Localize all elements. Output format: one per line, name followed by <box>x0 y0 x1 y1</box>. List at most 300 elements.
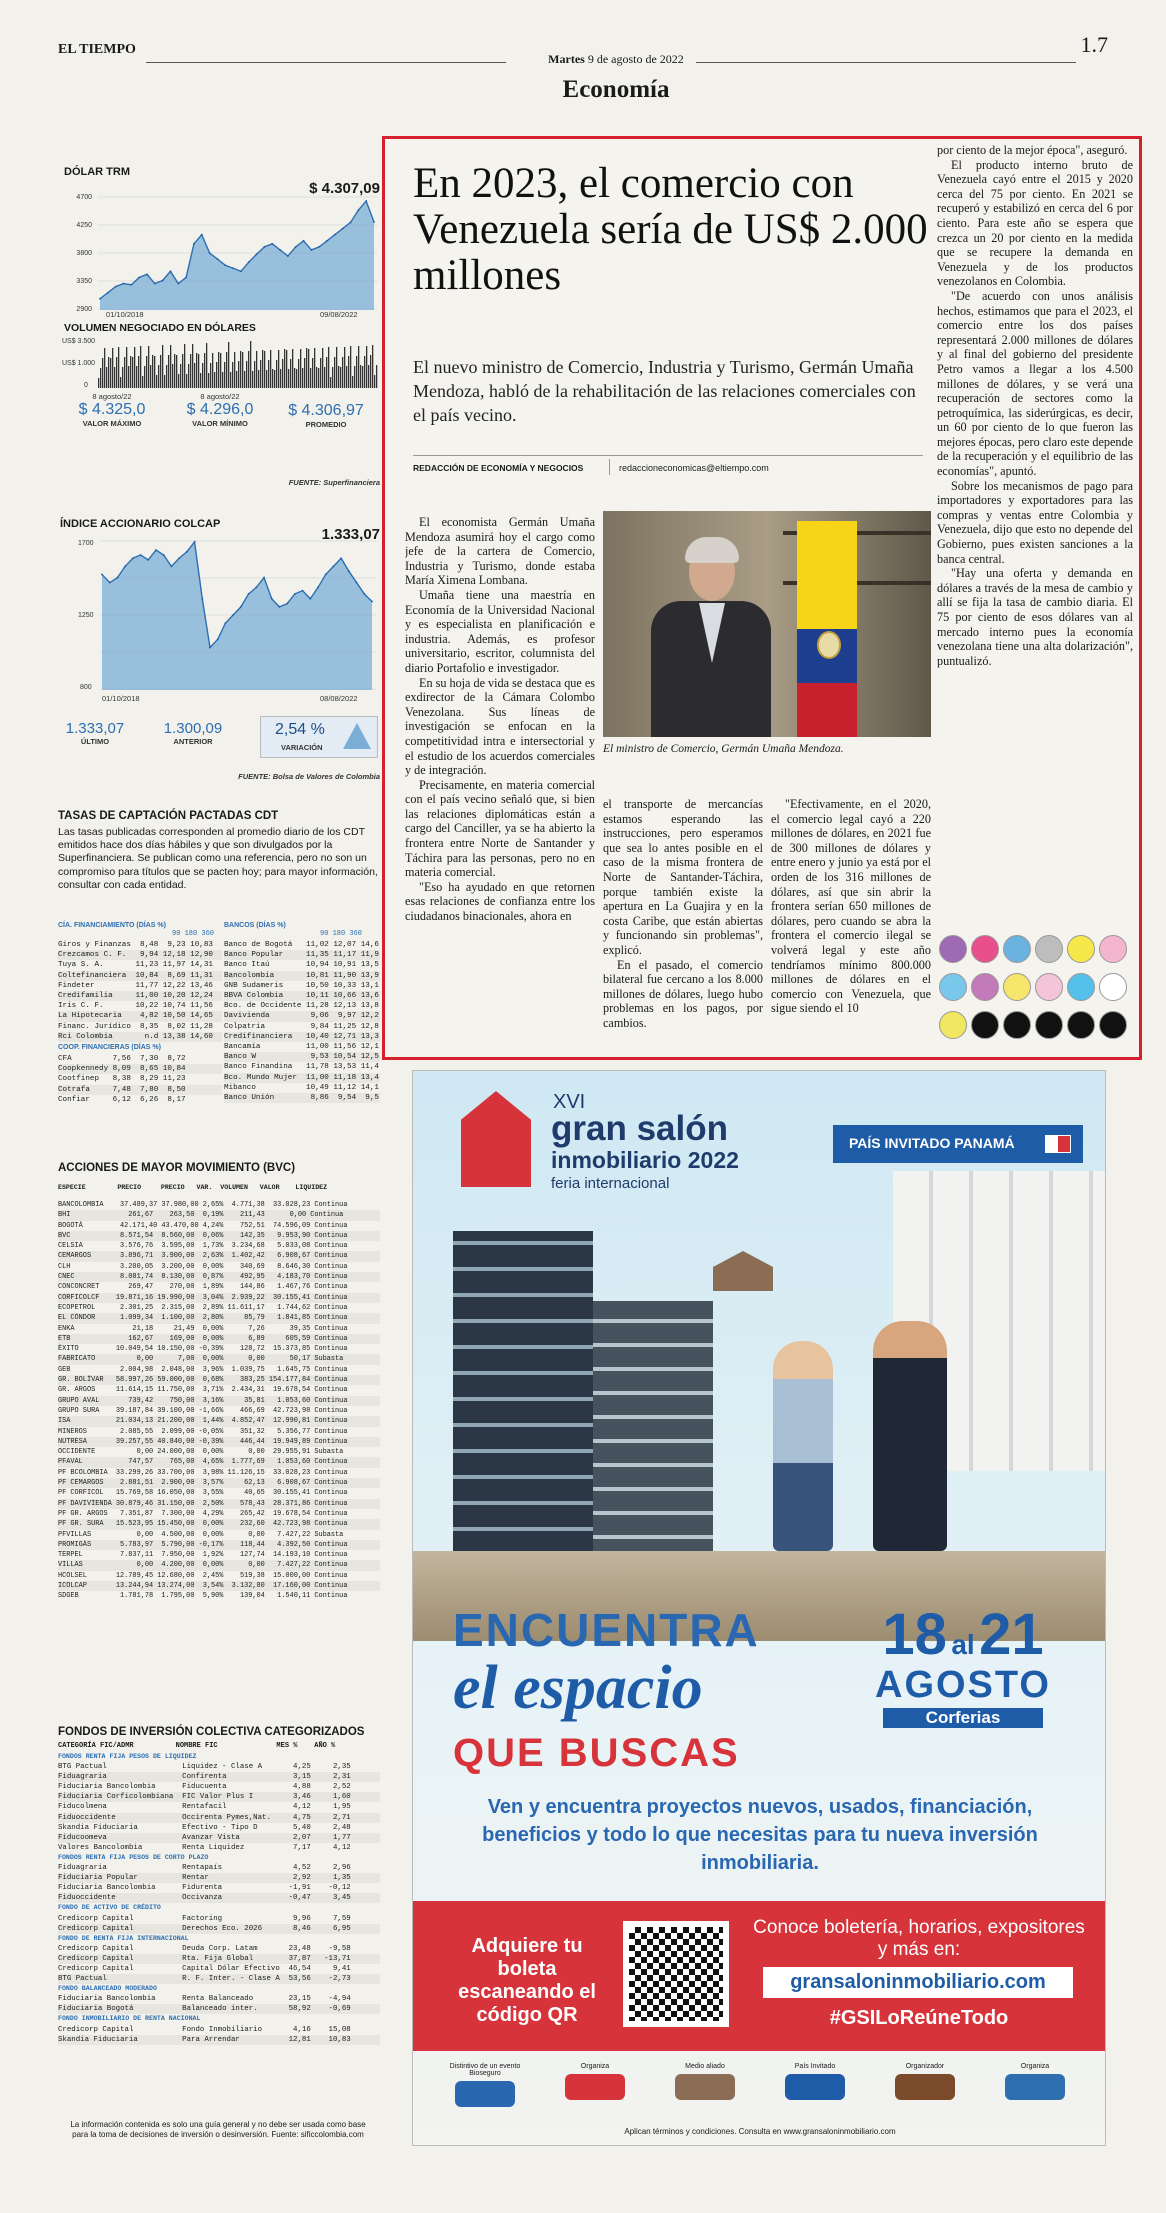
volume-bar <box>122 367 123 388</box>
volume-bar <box>144 366 145 388</box>
volume-bar <box>128 366 129 388</box>
article-email: redaccioneconomicas@eltiempo.com <box>619 463 769 473</box>
vol-tick-0: US$ 3.500 <box>62 338 96 345</box>
cdt-row: Davivienda 9,06 9,97 12,2 <box>224 1012 379 1021</box>
dollar-yaxis <box>72 194 92 314</box>
dollar-point <box>146 273 148 275</box>
sponsor-logo <box>433 2063 537 2107</box>
sponsor-logo <box>983 2063 1087 2100</box>
colcap-point <box>286 603 288 605</box>
volume-bar <box>164 375 165 388</box>
dollar-point <box>350 222 352 224</box>
colcap-point <box>201 598 203 600</box>
volume-bar <box>192 344 193 388</box>
volume-bar <box>102 358 103 388</box>
registration-dot <box>1067 1011 1095 1039</box>
colcap-point <box>140 554 142 556</box>
table-row: ÉXITO 10.049,54 10.150,00 -0,39% 128,72 15.373,85 Continua <box>58 1345 348 1354</box>
colcap-point <box>117 577 119 579</box>
stat-max-label: VALOR MÁXIMO <box>82 419 142 428</box>
colcap-point <box>109 582 111 584</box>
table-row: Fiducolmena Rentafacil 4,12 1,95 <box>58 1803 351 1812</box>
stat-min-label: VALOR MÍNIMO <box>192 419 248 428</box>
colcap-point <box>124 565 126 567</box>
table-row: Fiduciaria Bancolombia Renta Balanceado 23,15 -4,94 <box>58 1995 351 2004</box>
table-row: ENKA 21,18 21,49 0,00% 7,26 39,35 Continua <box>58 1324 348 1333</box>
dollar-ytick-1: 4250 <box>76 222 92 229</box>
colcap-point <box>147 559 149 561</box>
ad-banner <box>412 1070 1106 2146</box>
volume-bar <box>100 368 101 388</box>
table-row: FABRICATO 0,00 7,00 0,00% 0,00 50,17 Subasta <box>58 1354 380 1364</box>
colcap-last-box <box>60 720 130 746</box>
colcap-ytick-1: 1250 <box>78 612 94 619</box>
colcap-point <box>302 590 304 592</box>
dollar-point <box>365 200 367 202</box>
volume-bar <box>240 351 241 388</box>
volume-bar <box>186 374 187 388</box>
photo-caption: El ministro de Comercio, Germán Umaña Mendoza. <box>603 743 844 755</box>
article-p3: En su hoja de vida se destaca que es exdirector de la Cámara Colombo Venezolana. Sus líneas de investigación se enfocan en la competitividad intra e intersectorial y el estudio de los acuerdos comerciales y de integración. <box>405 675 595 778</box>
volume-bar <box>364 356 365 388</box>
byline-rule <box>413 455 923 456</box>
table-row: CELSIA 3.576,76 3.595,00 1,73% 3.234,68 5.033,08 Continua <box>58 1242 348 1251</box>
right-col-p4: "Hay una oferta y demanda en dólares a través de la mesa de cambio y allí se fija la tasa de cambio diaria. El 75 por ciento de esos dólares van al mercado interno pues la economía venezolana tiene una alta dolarización", puntualizó. <box>937 566 1133 668</box>
table-row: Credicorp Capital Rta. Fija Global 37,87 -13,71 <box>58 1954 380 1964</box>
table-row: ECOPETROL 2.301,25 2.315,00 2,89% 11.611,17 1.744,62 Continua <box>58 1303 348 1312</box>
registration-dot <box>939 935 967 963</box>
colcap-stat-var-value: 2,54 % <box>275 721 325 738</box>
table-row: GR. ARGOS 11.614,15 11.750,00 3,71% 2.434,31 19.678,54 Continua <box>58 1386 348 1395</box>
colcap-stat-prev-label: ANTERIOR <box>173 737 213 746</box>
cdt-row: Iris C. F. 10,22 10,74 11,56 <box>58 1002 213 1011</box>
article-col-3 <box>771 797 931 1047</box>
volume-bar <box>320 358 321 388</box>
table-row: Fiduciaria Bancolombia Fidurenta -1,91 -0,12 <box>58 1884 351 1893</box>
dollar-point <box>357 209 359 211</box>
table-row: BTG Pactual Liquidez - Clase A 4,25 2,35 <box>58 1763 351 1772</box>
colcap-point <box>248 593 250 595</box>
volume-bar <box>146 356 147 388</box>
volume-bar <box>326 357 327 388</box>
colcap-last: 1.333,07 <box>321 526 380 543</box>
volume-bar <box>106 367 107 388</box>
ad-slogan-1: ENCUENTRA <box>453 1604 760 1656</box>
volume-bar <box>360 365 361 388</box>
dollar-point <box>240 270 242 272</box>
colcap-point <box>194 541 196 543</box>
table-row: PF CORFICOL 15.769,58 16.050,00 3,55% 40,65 30.155,41 Continua <box>58 1489 348 1498</box>
volume-bar <box>306 348 307 388</box>
article-p8: "Efectivamente, en el 2020, el comercio legal cayó a 220 millones de dólares, en 2021 fue de 300 millones de dólares y entre enero y junio ya está por el orden de los 316 millones de dólares, así que sin abrir la frontera serían 650 millones de dólares, pero cuando se abra la frontera el comercio ilegal se volverá legal y este año tendríamos mínimo 800.000 millones de dólares en el comercio con Venezuela, que sigue siendo el 10 <box>771 797 931 1016</box>
table-row: VILLAS 0,00 4.200,00 0,00% 0,00 7.427,22 Continua <box>58 1560 380 1570</box>
cdt-row: La Hipotecaria 4,82 10,50 14,65 <box>58 1011 222 1021</box>
volume-bar <box>314 348 315 388</box>
volume-chart <box>98 338 378 388</box>
dollar-source: FUENTE: Superfinanciera <box>288 478 380 487</box>
colcap-point <box>255 587 257 589</box>
volume-bar <box>372 345 373 388</box>
volume-bar <box>196 353 197 388</box>
volume-bar <box>258 370 259 388</box>
volume-bar <box>168 355 169 388</box>
volume-bar <box>322 348 323 388</box>
colcap-stats <box>58 720 380 760</box>
volume-bar <box>362 366 363 388</box>
stat-min-date: 8 agosto/22 <box>200 392 240 401</box>
volume-bar <box>166 365 167 388</box>
volume-bar <box>232 362 233 388</box>
dollar-point <box>177 283 179 285</box>
ad-url[interactable]: gransaloninmobiliario.com <box>763 1967 1073 1998</box>
volume-bar <box>376 365 377 388</box>
registration-dot <box>971 973 999 1001</box>
sponsor-logo <box>873 2063 977 2100</box>
dollar-last: $ 4.307,09 <box>309 180 380 197</box>
volume-bar <box>304 358 305 388</box>
colcap-point <box>371 601 373 603</box>
cdt-row: BBVA Colombia 10,11 10,66 13,6 <box>224 992 379 1001</box>
ad-qr-text: Adquiere tu boleta escaneando el código QR <box>458 1935 596 2026</box>
qr-code-icon[interactable] <box>623 1921 729 2027</box>
registration-dot <box>1035 973 1063 1001</box>
cdt-h3: COOP. FINANCIERAS (DÍAS %) <box>58 1044 161 1051</box>
cdt-row: Coopkennedy 8,09 8,65 10,84 <box>58 1064 222 1074</box>
volume-bar <box>136 366 137 388</box>
table-row: ETB 162,67 169,00 0,00% 6,89 605,59 Continua <box>58 1334 380 1344</box>
table-row: GR. BOLÍVAR 58.997,26 59.000,00 0,68% 383,25 154.177,84 Continua <box>58 1375 380 1385</box>
volume-bar <box>104 348 105 388</box>
article-frame <box>382 136 1142 1060</box>
volume-bar <box>264 351 265 388</box>
sponsor-label: País Invitado <box>794 2063 836 2070</box>
volume-bar <box>312 358 313 388</box>
panama-flag-icon <box>1045 1135 1071 1153</box>
dollar-point <box>217 258 219 260</box>
volume-bar <box>278 350 279 388</box>
volume-bar <box>246 361 247 388</box>
stat-max <box>62 392 162 428</box>
table-row: Credicorp Capital Derechos Eco. 2026 8,46 6,95 <box>58 1924 380 1934</box>
volume-bar <box>262 350 263 388</box>
colcap-var-box <box>260 716 378 758</box>
colcap-point <box>279 606 281 608</box>
registration-dot <box>1067 973 1095 1001</box>
volume-bar <box>226 352 227 388</box>
article-p5: "Eso ha ayudado en que retornen esas relaciones de confianza entre los ciudadanos binacionales, ahora en <box>405 879 595 924</box>
dollar-ytick-4: 2900 <box>76 306 92 313</box>
dollar-x-start: 01/10/2018 <box>106 310 144 319</box>
cdt-row: Bco. de Occidente 11,28 12,13 13,8 <box>224 1002 379 1011</box>
volume-bar <box>120 377 121 388</box>
volume-bar <box>370 355 371 388</box>
volume-bar <box>194 363 195 388</box>
table-row: Skandia Fiduciaria Para Arrendar 12,81 10,83 <box>58 2035 380 2045</box>
volume-bar <box>116 357 117 388</box>
stat-min-value: $ 4.296,0 <box>186 401 254 418</box>
stat-avg <box>276 402 376 429</box>
table-row: BTG Pactual R. F. Inter. - Clase A 53,56 -2,73 <box>58 1974 380 1984</box>
colcap-ytick-0: 1700 <box>78 540 94 547</box>
fic-group-title: FONDOS RENTA FIJA PESOS DE LIQUIDEZ <box>58 1753 197 1760</box>
article-headline: En 2023, el comercio con Venezuela sería de US$ 2.000 millones <box>413 160 928 299</box>
ad-venue: Corferias <box>883 1708 1043 1728</box>
dollar-point <box>232 267 234 269</box>
volume-bar <box>328 347 329 388</box>
stat-max-value: $ 4.325,0 <box>78 401 146 418</box>
bvc-title: ACCIONES DE MAYOR MOVIMIENTO (BVC) <box>58 1162 296 1174</box>
cdt-fin-list <box>58 940 222 1042</box>
dollar-ytick-3: 3350 <box>76 278 92 285</box>
table-row: Credicorp Capital Factoring 9,96 7,59 <box>58 1914 351 1923</box>
dollar-point <box>193 243 195 245</box>
volume-bar <box>254 361 255 388</box>
dollar-point <box>295 246 297 248</box>
volume-bar <box>310 368 311 388</box>
article-p7: En el pasado, el comercio bilateral fue cercano a los 8.000 millones de dólares, luego hubo problemas en los pagos, por cambios. <box>603 957 763 1030</box>
dollar-point <box>264 246 266 248</box>
fic-group-title: FONDO INMOBILIARIO DE RENTA NACIONAL <box>58 2015 201 2023</box>
volume-bar <box>220 353 221 388</box>
table-row: Skandia Fiduciaria Efectivo - Tipo D 5,40 2,48 <box>58 1823 351 1832</box>
up-arrow-icon <box>343 723 371 749</box>
stat-avg-value: $ 4.306,97 <box>288 402 364 419</box>
table-row: NUTRESA 39.257,55 40.840,00 -0,39% 446,44 19.949,89 Continua <box>58 1437 380 1447</box>
cdt-row: Colpatria 9,84 11,25 12,8 <box>224 1022 379 1031</box>
masthead <box>56 32 1112 103</box>
volume-bar <box>236 371 237 388</box>
volume-bar <box>112 348 113 388</box>
dollar-title: DÓLAR TRM <box>64 166 130 178</box>
colcap-point <box>356 582 358 584</box>
sponsor-label: Organizador <box>905 2063 945 2070</box>
dollar-point <box>279 249 281 251</box>
sponsor-logo <box>543 2063 647 2100</box>
table-row: PF DAVIVIENDA 30.879,46 31.150,00 2,50% 578,43 28.371,86 Continua <box>58 1499 380 1509</box>
colcap-point <box>294 593 296 595</box>
cdt-row: Banco Unión 8,86 9,54 9,5 <box>224 1094 379 1103</box>
cdt-row: Banco Finandina 11,78 13,53 11,4 <box>224 1063 379 1072</box>
ad-hashtag: #GSILoReúneTodo <box>829 2007 1009 2029</box>
cdt-row: Giros y Finanzas 8,48 9,23 10,83 <box>58 941 213 949</box>
registration-dot <box>1035 935 1063 963</box>
table-row: CNEC 8.081,74 8.130,00 0,87% 492,95 4.183,70 Continua <box>58 1272 380 1282</box>
ad-footer: Aplican términos y condiciones. Consulta en www.gransaloninmobiliario.com <box>624 2127 896 2136</box>
ad-month: AGOSTO <box>875 1664 1051 1706</box>
ad-slogan-2: el espacio <box>453 1654 703 1722</box>
volume-bar <box>132 357 133 388</box>
registration-dot <box>1099 935 1127 963</box>
registration-dot <box>1067 935 1095 963</box>
colcap-point <box>333 565 335 567</box>
volume-bar <box>252 371 253 388</box>
sponsor-label: Organiza <box>1020 2063 1050 2070</box>
volume-bar <box>354 366 355 388</box>
colcap-point <box>101 574 103 576</box>
colcap-point <box>178 557 180 559</box>
volume-bar <box>190 354 191 388</box>
volume-bar <box>180 364 181 388</box>
dollar-ytick-0: 4700 <box>76 194 92 201</box>
dollar-point <box>248 261 250 263</box>
registration-dot <box>971 1011 999 1039</box>
article-p2: Umaña tiene una maestría en Economía de la Universidad Nacional y es especialista en planificación e industria. Además, es profesor universitario, escritor, columnista del diario Portafolio e investigador. <box>405 587 595 675</box>
sponsor-label: Organiza <box>580 2063 610 2070</box>
dollar-point <box>334 234 336 236</box>
colcap-point <box>271 598 273 600</box>
cdt-row: Banco de Bogotá 11,02 12,07 14,6 <box>224 941 379 949</box>
cdt-h2: BANCOS (DÍAS %) <box>224 922 286 929</box>
volume-bar <box>276 360 277 388</box>
cdt-row: CFA 7,56 7,30 8,72 <box>58 1055 186 1063</box>
left-column <box>58 160 380 2160</box>
table-row: BOGOTÁ 42.171,40 43.470,00 4,24% 752,51 74.596,09 Continua <box>58 1221 348 1230</box>
table-row: OCCIDENTE 0,00 24.000,00 0,00% 0,00 29.955,91 Subasta <box>58 1448 344 1457</box>
ad-date-box <box>863 1601 1063 1741</box>
cdt-row: GNB Sudameris 10,50 10,33 13,1 <box>224 981 379 990</box>
article-col-right <box>937 143 1133 668</box>
colcap-point <box>155 549 157 551</box>
volume-bar <box>250 341 251 388</box>
table-row: BHI 261,67 263,50 0,19% 211,43 0,00 Continua <box>58 1210 380 1220</box>
sponsor-logo <box>763 2063 867 2100</box>
volume-bar <box>342 357 343 388</box>
table-row: CONCONCRET 269,47 270,00 1,89% 144,86 1.467,76 Continua <box>58 1283 348 1292</box>
volume-bar <box>150 365 151 388</box>
ad-date-end: 21 <box>979 1602 1044 1667</box>
qr-pattern <box>629 1927 723 2021</box>
volume-bar <box>124 357 125 388</box>
sponsor-logo-icon <box>895 2074 955 2100</box>
colcap-point <box>309 598 311 600</box>
volume-bar <box>270 350 271 388</box>
sponsor-logo-icon <box>675 2074 735 2100</box>
table-row: HCOLSEL 12.789,45 12.680,00 2,45% 519,38 15.000,00 Continua <box>58 1571 348 1580</box>
fic-group-title: FONDO DE RENTA FIJA INTERNACIONAL <box>58 1934 189 1942</box>
volume-bar <box>140 346 141 388</box>
volume-bar <box>134 347 135 388</box>
dollar-point <box>99 298 101 300</box>
volume-bar <box>346 366 347 388</box>
volume-bar <box>298 359 299 388</box>
cdt-desc: Las tasas publicadas corresponden al promedio diario de los CDT emitidos hace dos días hábiles y que son divulgados por la Superfinanciera. Se publican como una referencia, pero no son un compromiso para títulos que se pacten hoy; para mayor información, consultar con cada entidad. <box>58 826 378 891</box>
cdt-row: Mibanco 10,49 11,12 14,1 <box>224 1083 379 1092</box>
volume-bar <box>170 345 171 388</box>
right-col-p1: El producto interno bruto de Venezuela cayó entre el 2015 y 2020 cerca del 75 por ciento. En 2021 se recuperó y estabilizó en cerca del 6 por ciento. Para este año se espera que crezca un 20 por ciento en la medida que se recupere la demanda en Venezuela y de los productos venezolanos en Colombia. <box>937 157 1133 289</box>
volume-bar <box>234 352 235 388</box>
volume-bar <box>244 371 245 388</box>
article-p6: el transporte de mercancías estamos esperando las instrucciones, pero esperamos que sea lo antes posible en el caso de la misma frontera de Norte de Santander-Táchira, porque también existe la apertura en La Guajira y en la costa Caribe, que están abiertas y funcionando sin problemas", explicó. <box>603 797 763 957</box>
volume-bar <box>336 347 337 388</box>
volume-bar <box>110 358 111 388</box>
cdt-row: Bancolombia 10,81 11,90 13,9 <box>224 971 379 980</box>
table-row: Fiduoccidente Occirenta Pymes,Nat. 4,75 2,71 <box>58 1813 380 1823</box>
dollar-point <box>115 286 117 288</box>
volume-bar <box>228 342 229 388</box>
table-row: Valores Bancolombia Renta Liquidez 7,17 4,12 <box>58 1843 351 1852</box>
volume-bar <box>126 347 127 388</box>
table-row: Fiduagraria Confirenta 3,15 2,31 <box>58 1772 380 1782</box>
article-byline: REDACCIÓN DE ECONOMÍA Y NEGOCIOS <box>413 463 584 473</box>
volume-bar <box>344 347 345 388</box>
table-row: Fiduciaria Corficolombiana FIC Valor Plus I 3,46 1,60 <box>58 1792 380 1802</box>
volume-bar <box>114 367 115 388</box>
colcap-source: FUENTE: Bolsa de Valores de Colombia <box>238 772 380 781</box>
house-illustration <box>713 1251 773 1291</box>
volume-bar <box>356 356 357 388</box>
colcap-point <box>217 638 219 640</box>
volume-bar <box>222 372 223 388</box>
volume-bar <box>366 346 367 388</box>
volume-bar <box>118 347 119 388</box>
volume-bar <box>216 362 217 388</box>
registration-dot <box>1003 935 1031 963</box>
fic-group-title: FONDO DE ACTIVO DE CRÉDITO <box>58 1904 161 1912</box>
cdt-row: Bancamía 11,00 11,56 12,1 <box>224 1043 379 1052</box>
volume-bar <box>206 343 207 388</box>
cdt-row: Banco Popular 11,35 11,17 11,9 <box>224 951 379 960</box>
dollar-point <box>162 280 164 282</box>
colcap-point <box>225 622 227 624</box>
dollar-ytick-2: 3800 <box>76 250 92 257</box>
registration-dot <box>939 973 967 1001</box>
volume-bar <box>238 361 239 388</box>
article-col-2 <box>603 797 763 1047</box>
cdt-row: Banco Itaú 10,94 10,91 13,5 <box>224 961 379 970</box>
article-p4: Precisamente, en materia comercial con el país vecino señaló que, si bien las relaciones diplomáticas están a cargo del Canciller, ya se ha abierto la frontera entre Norte de Santander y Táchira para las personas, pero no en materia comercial. <box>405 777 595 880</box>
volume-bar <box>300 349 301 388</box>
dollar-point <box>271 243 273 245</box>
ad-title-1: gran salón <box>551 1109 728 1148</box>
fic-table <box>58 1752 380 2045</box>
ad-slogan-3: QUE BUSCAS <box>453 1731 740 1775</box>
volume-bar <box>212 353 213 388</box>
masthead-rule-right <box>696 62 1076 63</box>
ad-date-start: 18 <box>882 1602 947 1667</box>
ad-logo-icon <box>461 1091 531 1187</box>
cdt-bank-list <box>224 940 380 1103</box>
dollar-point <box>107 292 109 294</box>
registration-dot <box>1099 1011 1127 1039</box>
cdt-cols-left: 90 180 360 <box>172 930 215 938</box>
volume-bar <box>182 354 183 388</box>
dollar-point <box>170 270 172 272</box>
volume-bar <box>224 362 225 388</box>
volume-bar <box>334 357 335 388</box>
right-col-p2: "De acuerdo con unos análisis hechos, estimamos que para el 2023, el comercio entre los dos países representará 2.000 millones de dólares y al final del gobierno del presidente Petro vamos a llegar a los 4.500 millones de dólares, y se verá una recuperación de sectores como la petroquímica, las siderúrgicas, es decir, un 60 por ciento de lo que fueron las mejores épocas, pero claro este depende de la recuperación y el equilibrio de las economías", apuntó. <box>937 288 1133 479</box>
table-row: Fiduciaria Bancolombia Fiducuenta 4,88 2,52 <box>58 1783 351 1792</box>
dollar-point <box>256 253 258 255</box>
sponsor-logo-icon <box>455 2081 515 2107</box>
volume-bar <box>130 356 131 388</box>
colcap-point <box>263 577 265 579</box>
dollar-x-end: 09/08/2022 <box>320 310 358 319</box>
colcap-x-end: 08/08/2022 <box>320 694 358 703</box>
cdt-row: Credifinanciera 10,40 12,71 13,3 <box>224 1032 379 1041</box>
dollar-point <box>154 283 156 285</box>
volume-bar <box>274 370 275 388</box>
volume-bar <box>176 355 177 388</box>
volume-bar <box>230 372 231 388</box>
volume-bar <box>294 368 295 388</box>
cdt-title: TASAS DE CAPTACIÓN PACTADAS CDT <box>58 810 279 822</box>
ad-sponsors <box>433 2063 1087 2123</box>
volume-bar <box>178 374 179 388</box>
vol-tick-1: US$ 1.000 <box>62 360 96 367</box>
table-row: EL CÓNDOR 1.099,34 1.100,00 2,80% 85,79 1.841,85 Continua <box>58 1313 380 1323</box>
volume-bar <box>292 349 293 388</box>
table-row: PF GR. ARGOS 7.351,87 7.300,00 4,29% 265,42 19.678,54 Continua <box>58 1509 348 1518</box>
